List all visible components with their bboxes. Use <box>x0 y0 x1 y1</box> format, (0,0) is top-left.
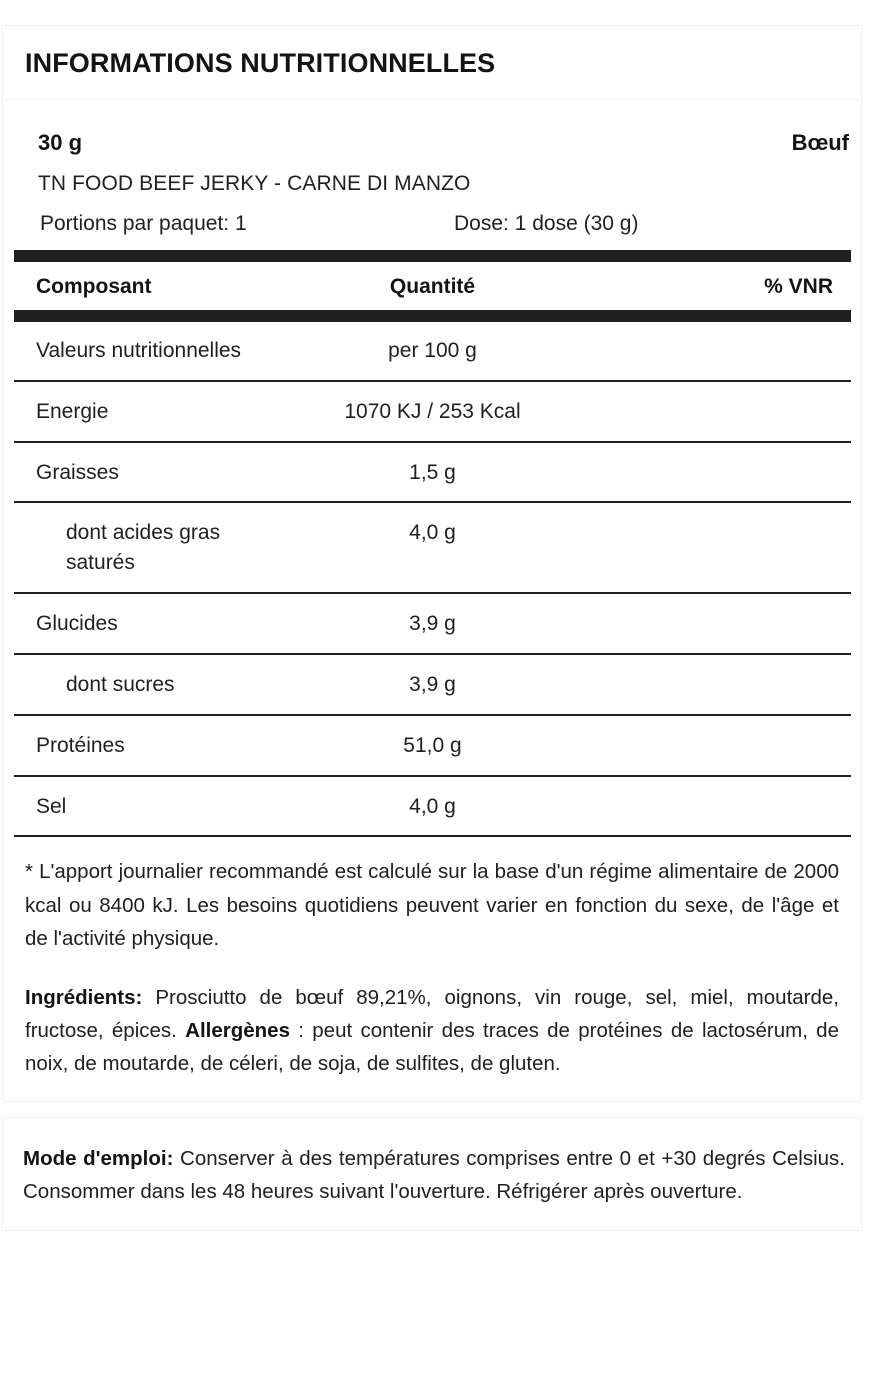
cell-component: Energie <box>14 381 293 442</box>
card-title-bar <box>3 26 861 100</box>
top-black-bar <box>14 250 851 262</box>
cell-component: dont acides gras saturés <box>14 502 293 593</box>
table-header-rule <box>14 310 851 322</box>
ingredients-paragraph <box>25 955 839 1101</box>
table-row <box>14 381 851 442</box>
cell-component: Graisses <box>14 442 293 503</box>
nutrition-table-body <box>14 250 851 836</box>
cell-vnr <box>572 715 851 776</box>
column-header-quantity: Quantité <box>389 275 476 298</box>
table-column-headers <box>14 262 851 310</box>
card-body <box>3 100 861 1101</box>
portion-row <box>14 196 850 250</box>
cell-quantity: 3,9 g <box>293 654 572 715</box>
cell-vnr <box>572 442 851 503</box>
usage-label: Mode d'emploi: <box>23 1146 174 1170</box>
cell-quantity: 51,0 g <box>293 715 572 776</box>
cell-vnr <box>572 322 851 381</box>
cell-component: Protéines <box>14 715 293 776</box>
table-row <box>14 322 851 381</box>
notes-block <box>14 837 850 1100</box>
cell-quantity: 1070 KJ / 253 Kcal <box>293 381 572 442</box>
product-name: TN FOOD BEEF JERKY - CARNE DI MANZO <box>38 172 471 195</box>
cell-quantity: 1,5 g <box>293 442 572 503</box>
table-row <box>14 715 851 776</box>
page-title: INFORMATIONS NUTRITIONNELLES <box>25 48 496 78</box>
allergens-label: Allergènes <box>185 1019 290 1043</box>
ingredients-text-part-1: Prosciutto de bœuf 89,21%, oignons, vin rouge, sel, miel, moutarde, fructose, épices. <box>25 985 839 1043</box>
nutrition-table <box>14 250 851 837</box>
serving-row <box>14 130 850 156</box>
cell-vnr <box>572 776 851 837</box>
cell-quantity: per 100 g <box>293 322 572 381</box>
usage-instructions-card <box>2 1117 862 1231</box>
table-row <box>14 654 851 715</box>
ingredients-label: Ingrédients: <box>25 985 143 1009</box>
serving-header-block <box>14 100 850 250</box>
header-black-bar <box>14 310 851 322</box>
nutrition-facts-card <box>2 25 862 1102</box>
table-top-rule <box>14 250 851 262</box>
cell-component: Sel <box>14 776 293 837</box>
table-row <box>14 502 851 593</box>
cell-vnr <box>572 502 851 593</box>
cell-component: dont sucres <box>14 654 293 715</box>
cell-vnr <box>572 381 851 442</box>
cell-quantity: 4,0 g <box>293 776 572 837</box>
cell-vnr <box>572 654 851 715</box>
servings-per-package: Portions par paquet: 1 <box>40 212 247 235</box>
table-row <box>14 442 851 503</box>
column-header-vnr: % VNR <box>764 275 833 298</box>
dose-value: Dose: 1 dose (30 g) <box>454 212 639 235</box>
daily-value-footnote: * L'apport journalier recommandé est calculé sur la base d'un régime alimentaire de 2000 kcal ou 8400 kJ. Les besoins quotidiens peuvent varier en fonction du sexe, de l'âge et de l'activité physique. <box>25 860 839 950</box>
cell-quantity: 3,9 g <box>293 593 572 654</box>
usage-paragraph <box>23 1142 845 1208</box>
table-row <box>14 593 851 654</box>
cell-vnr <box>572 593 851 654</box>
usage-text: Conserver à des températures comprises entre 0 et +30 degrés Celsius. Consommer dans les 48 heures suivant l'ouverture. Réfrigérer après ouverture. <box>23 1146 845 1203</box>
cell-component: Glucides <box>14 593 293 654</box>
serving-size: 30 g <box>38 130 83 155</box>
ingredients-text-part-2: : peut contenir des traces de protéines de lactosérum, de noix, de moutarde, de céleri, de soja, de sulfites, de gluten. <box>25 1019 839 1076</box>
flavour-label: Bœuf <box>791 130 849 155</box>
cell-quantity: 4,0 g <box>293 502 572 593</box>
table-row <box>14 776 851 837</box>
column-header-component: Composant <box>36 275 152 298</box>
cell-component: Valeurs nutritionnelles <box>14 322 293 381</box>
